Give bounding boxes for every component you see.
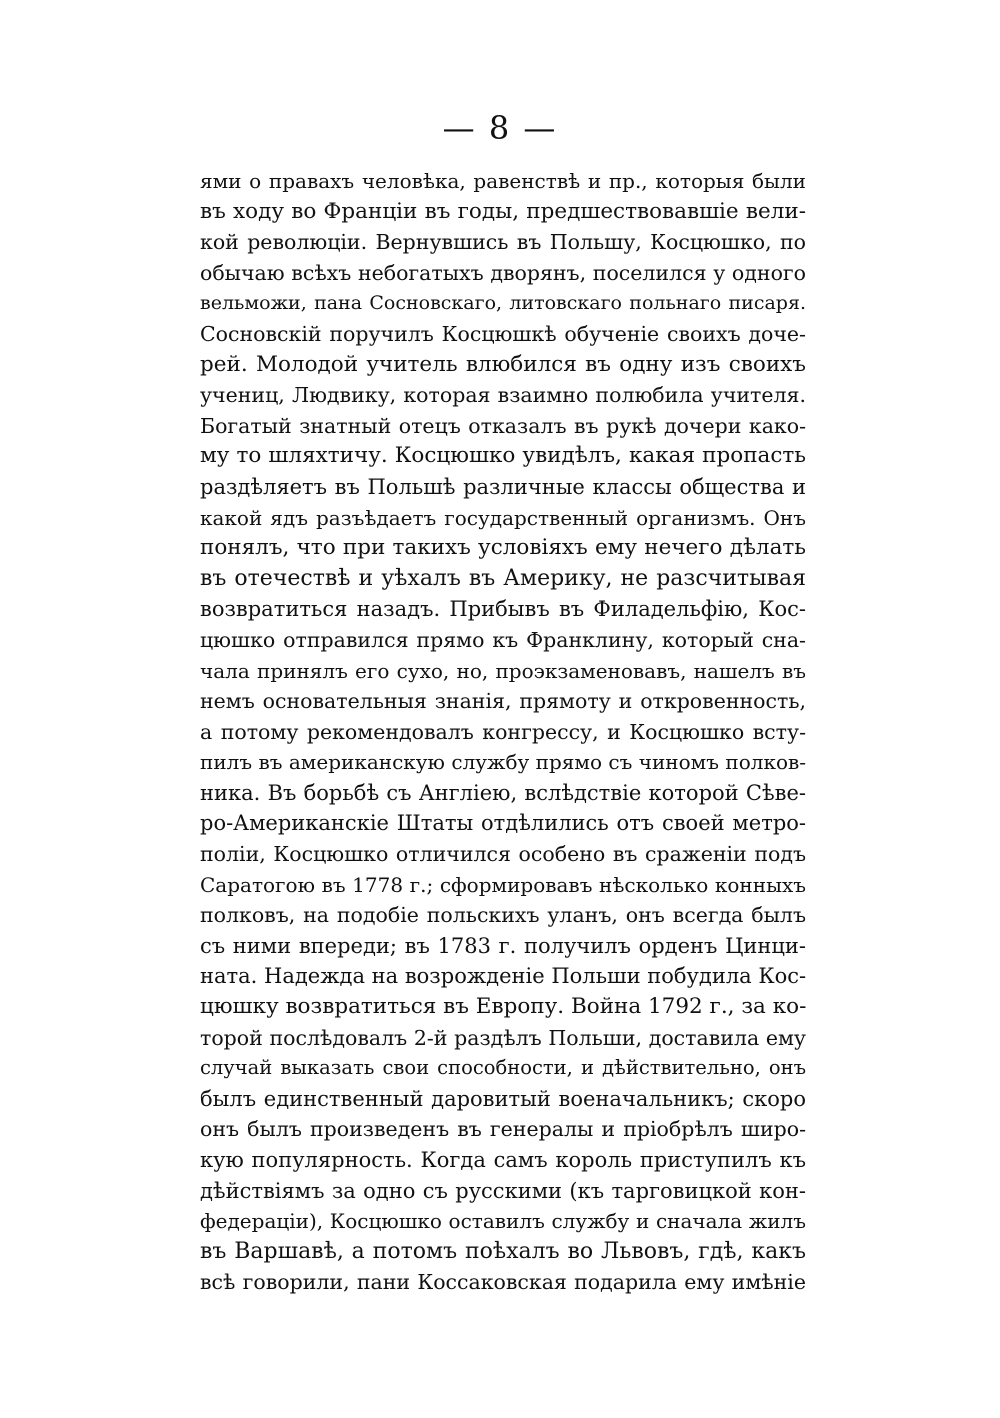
text-line: Богатый знатный отецъ отказалъ въ рукѣ дочери како- bbox=[200, 413, 806, 438]
text-line: былъ единственный даровитый военачальникъ; скоро bbox=[200, 1086, 806, 1111]
text-line: му то шляхтичу. Косцюшко увидѣлъ, какая пропасть bbox=[200, 443, 806, 469]
text-line: пилъ въ американскую службу прямо съ чиномъ полков- bbox=[200, 750, 806, 775]
text-line: федераціи), Косцюшко оставилъ службу и сначала жилъ bbox=[200, 1209, 806, 1234]
text-line: кой революціи. Вернувшись въ Польшу, Косцюшко, по bbox=[200, 230, 806, 255]
text-line: дѣйствіямъ за одно съ русскими (къ тарговицкой кон- bbox=[200, 1178, 806, 1203]
text-line: раздѣляетъ въ Польшѣ различные классы общества и bbox=[200, 474, 806, 499]
text-line: учениц, Людвику, которая взаимно полюбила учителя. bbox=[200, 383, 806, 408]
text-line: всѣ говорили, пани Коссаковская подарила ему имѣніе bbox=[200, 1270, 806, 1295]
text-line: ника. Въ борьбѣ съ Англіею, вслѣдствіе которой Сѣве- bbox=[200, 780, 806, 805]
text-line: цюшко отправился прямо къ Франклину, который сна- bbox=[200, 627, 806, 652]
text-line: вельможи, пана Сосновскаго, литовскаго польнаго писаря. bbox=[200, 292, 806, 315]
text-line: онъ былъ произведенъ въ генералы и пріобрѣлъ широ- bbox=[200, 1117, 806, 1142]
text-line: ната. Надежда на возрожденіе Польши побудила Кос- bbox=[200, 964, 806, 989]
text-line: немъ основательныя знанія, прямоту и откровенность, bbox=[200, 689, 806, 714]
text-line: понялъ, что при такихъ условіяхъ ему нечего дѣлать bbox=[200, 535, 806, 561]
text-line: цюшку возвратиться въ Европу. Война 1792 г., за ко- bbox=[200, 994, 806, 1020]
text-line: возвратиться назадъ. Прибывъ въ Филадельфію, Кос- bbox=[200, 597, 806, 622]
text-line: обычаю всѣхъ небогатыхъ дворянъ, поселился у одного bbox=[200, 260, 806, 285]
text-line: полковъ, на подобіе польскихъ уланъ, онъ всегда былъ bbox=[200, 903, 806, 928]
text-line: Саратогою въ 1778 г.; сформировавъ нѣсколько конныхъ bbox=[200, 872, 806, 897]
text-line: а потому рекомендовалъ конгрессу, и Косцюшко всту- bbox=[200, 719, 806, 744]
text-line: въ Варшавѣ, а потомъ поѣхалъ во Львовъ, гдѣ, какъ bbox=[200, 1238, 806, 1264]
page-number: — 8 — bbox=[442, 109, 558, 147]
text-line: торой послѣдовалъ 2-й раздѣлъ Польши, доставила ему bbox=[200, 1025, 806, 1050]
text-line: ро-Американскіе Штаты отдѣлились отъ своей метро- bbox=[200, 811, 806, 836]
text-line: съ ними впереди; въ 1783 г. получилъ орденъ Цинци- bbox=[200, 933, 806, 958]
text-line: ями о правахъ человѣка, равенствѣ и пр., которыя были bbox=[200, 169, 806, 193]
text-line: Сосновскій поручилъ Косцюшкѣ обученіе своихъ доче- bbox=[200, 321, 806, 346]
text-line: какой ядъ разъѣдаетъ государственный организмъ. Онъ bbox=[200, 505, 806, 530]
text-line: въ отечествѣ и уѣхалъ въ Америку, не разсчитывая bbox=[200, 565, 806, 591]
text-line: чала принялъ его сухо, но, проэкзаменовавъ, нашелъ въ bbox=[200, 658, 806, 683]
body-text bbox=[200, 166, 806, 1298]
text-line: кую популярность. Когда самъ король приступилъ къ bbox=[200, 1148, 806, 1172]
text-line: рей. Молодой учитель влюбился въ одну изъ своихъ bbox=[200, 351, 806, 377]
text-line: поліи, Косцюшко отличился особено въ сраженіи подъ bbox=[200, 842, 806, 867]
text-line: въ ходу во Франціи въ годы, предшествовавшіе вели- bbox=[200, 198, 806, 224]
text-line: случай выказать свои способности, и дѣйствительно, онъ bbox=[200, 1056, 806, 1080]
